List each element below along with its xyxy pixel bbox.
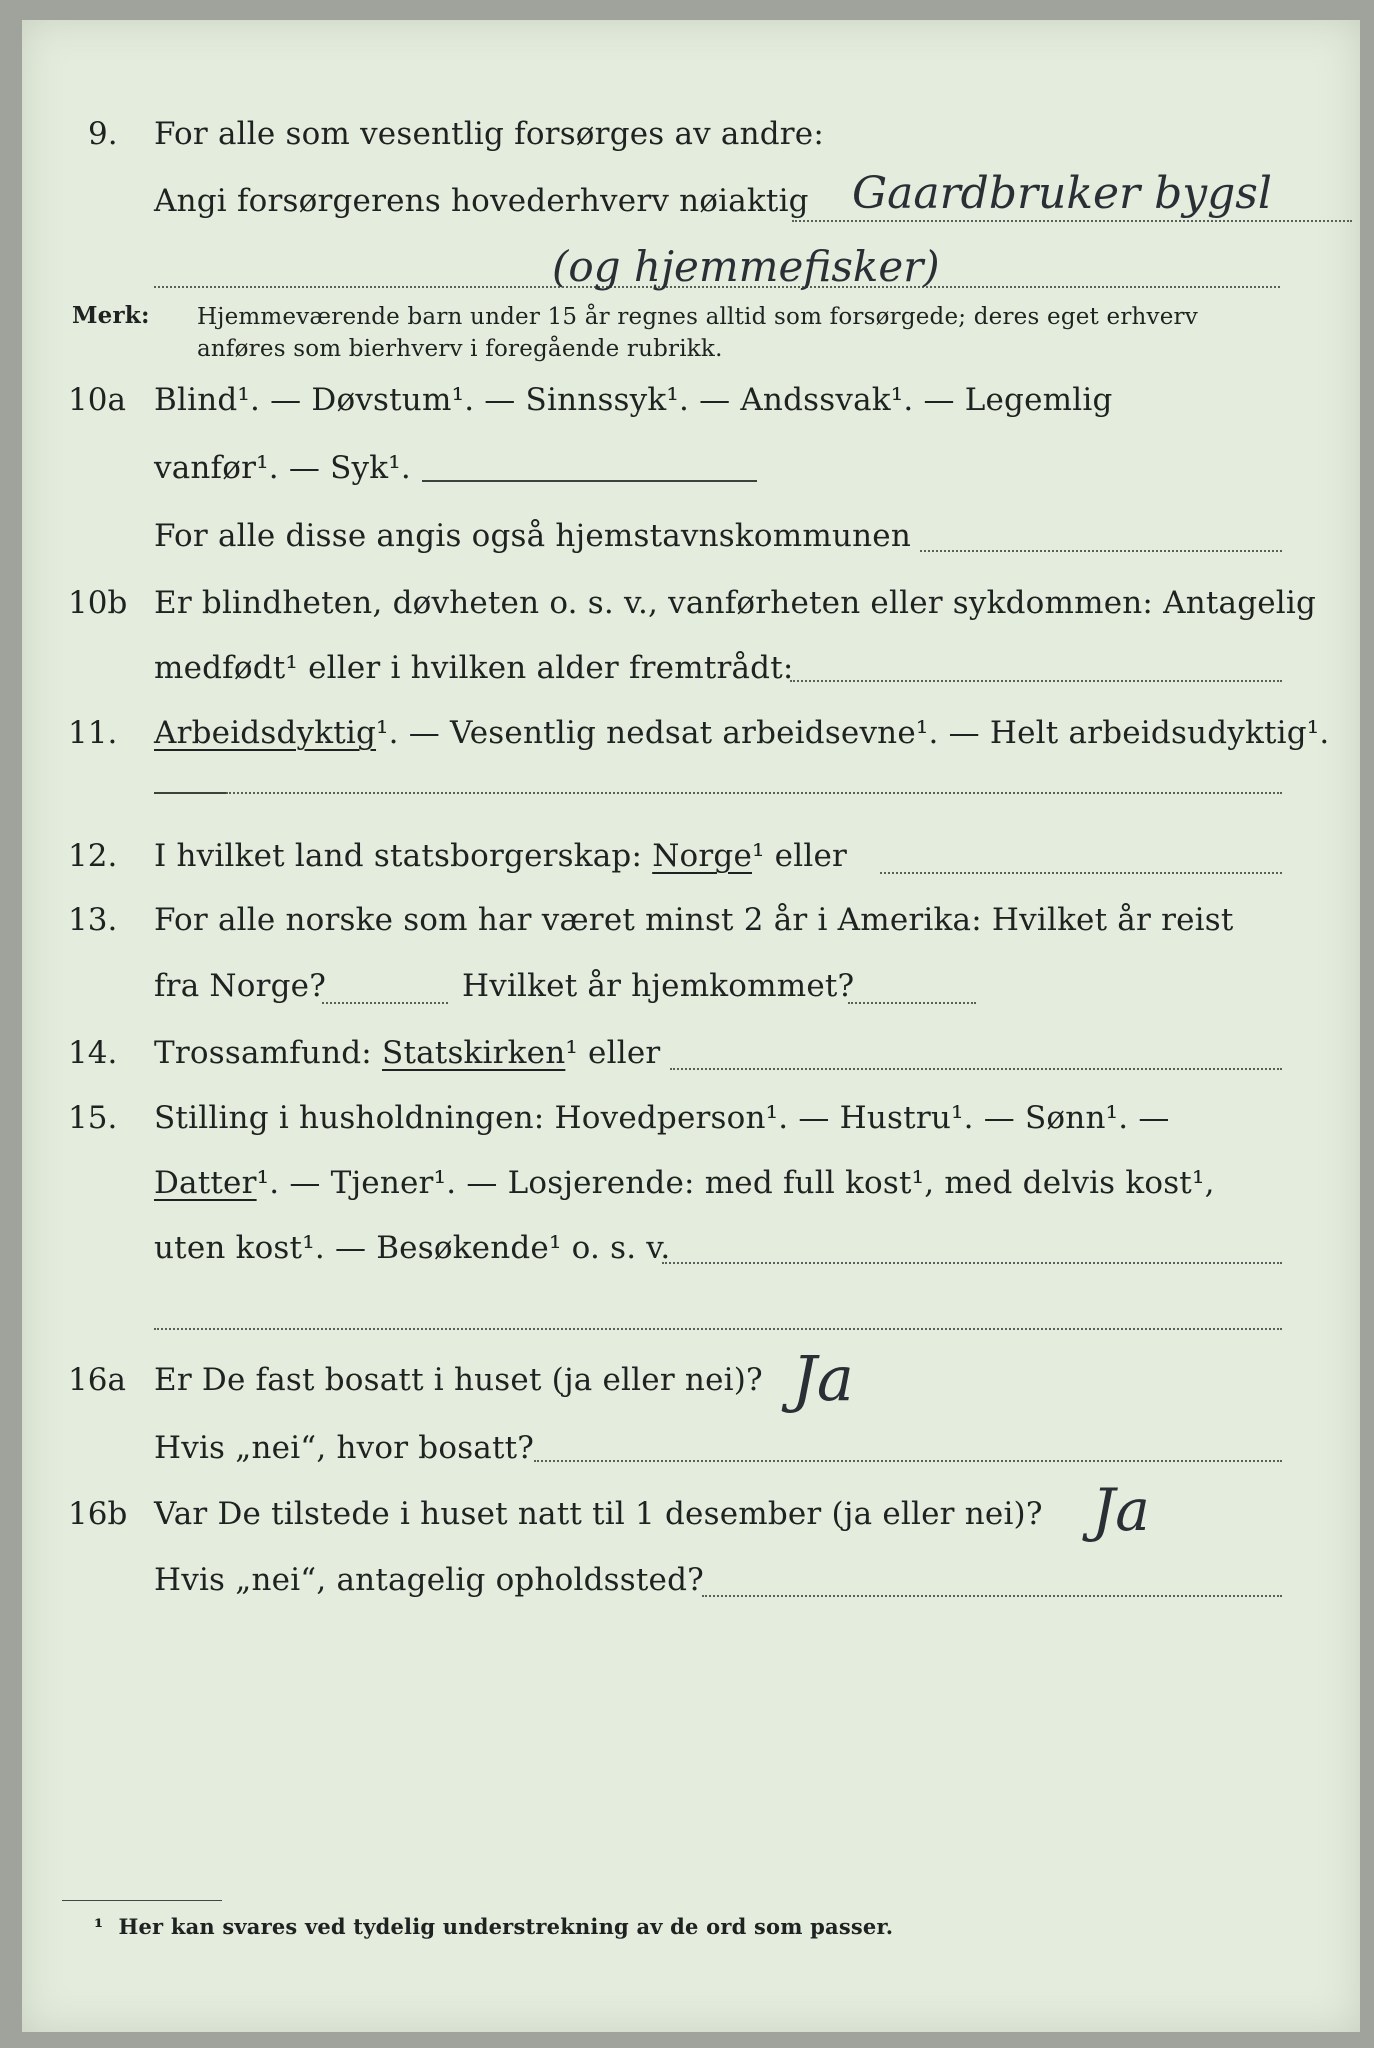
q16a-line2: Hvis „nei“, hvor bosatt? xyxy=(154,1430,535,1466)
q11-answer-solid xyxy=(154,792,226,794)
q16a-answer-line xyxy=(534,1460,1282,1462)
q13-reist-line xyxy=(322,1002,448,1004)
q15-number: 15. xyxy=(68,1100,118,1136)
q16b-line1: Var De tilstede i huset natt til 1 desember (ja eller nei)? xyxy=(154,1496,1043,1532)
q10a-line2: vanfør¹. — Syk¹. xyxy=(154,450,411,486)
q9-answer-line1 xyxy=(792,220,1352,222)
q13-line1: For alle norske som har været minst 2 år i Amerika: Hvilket år reist xyxy=(154,902,1234,938)
q11-rest: ¹. — Vesentlig nedsat arbeidsevne¹. — Helt arbeidsudyktig¹. xyxy=(376,715,1330,751)
q15-line2 xyxy=(154,1165,1215,1201)
q12-label: I hvilket land statsborgerskap: xyxy=(154,838,643,874)
q10b-line1: Er blindheten, døvheten o. s. v., vanførheten eller sykdommen: Antagelig xyxy=(154,585,1317,621)
q11-number: 11. xyxy=(68,715,118,751)
q14-rest: ¹ eller xyxy=(565,1035,661,1071)
q14-line1 xyxy=(154,1035,660,1071)
q10a-hjemstavn-line xyxy=(920,550,1282,552)
q13-number: 13. xyxy=(68,902,118,938)
q11-line1 xyxy=(154,715,1329,751)
q13-hjemkommet-line xyxy=(848,1002,976,1004)
q16b-answer-line xyxy=(702,1595,1282,1597)
q15-extra-line xyxy=(154,1328,1282,1330)
q10a-line1: Blind¹. — Døvstum¹. — Sinnssyk¹. — Andssvak¹. — Legemlig xyxy=(154,382,1113,418)
footnote xyxy=(94,1914,893,1939)
q14-label: Trossamfund: xyxy=(154,1035,372,1071)
q9-handwritten-answer1: Gaardbruker bygsl xyxy=(852,168,1272,219)
q15-line1: Stilling i husholdningen: Hovedperson¹. — Hustru¹. — Sønn¹. — xyxy=(154,1100,1170,1136)
q16b-line2: Hvis „nei“, antagelig opholdssted? xyxy=(154,1562,704,1598)
q15-underlined: Datter xyxy=(154,1165,257,1201)
q15-line3: uten kost¹. — Besøkende¹ o. s. v. xyxy=(154,1230,671,1266)
q16a-line1: Er De fast bosatt i huset (ja eller nei)? xyxy=(154,1362,763,1398)
q12-rest: ¹ eller xyxy=(752,838,848,874)
merk-line2: anføres som bierhverv i foregående rubrikk. xyxy=(197,336,723,362)
q9-handwritten-answer2: (og hjemmefisker) xyxy=(552,242,940,291)
q15-answer-line xyxy=(662,1262,1282,1264)
q12-number: 12. xyxy=(68,838,118,874)
q13-line2a: fra Norge? xyxy=(154,968,327,1004)
q13-line2b: Hvilket år hjemkommet? xyxy=(462,968,855,1004)
q11-underlined: Arbeidsdyktig xyxy=(154,715,377,751)
q12-line1 xyxy=(154,838,847,874)
q10a-line3: For alle disse angis også hjemstavnskommunen xyxy=(154,518,911,554)
footnote-mark: ¹ xyxy=(94,1914,104,1939)
q11-answer-line xyxy=(226,792,1282,794)
q14-answer-line xyxy=(670,1068,1282,1070)
census-form-page xyxy=(22,20,1360,2032)
q14-underlined: Statskirken xyxy=(382,1035,566,1071)
q16b-number: 16b xyxy=(68,1496,128,1532)
q10b-line2: medfødt¹ eller i hvilken alder fremtrådt: xyxy=(154,650,794,686)
q15-line2-rest: ¹. — Tjener¹. — Losjerende: med full kost¹, med delvis kost¹, xyxy=(256,1165,1215,1201)
merk-line1: Hjemmeværende barn under 15 år regnes alltid som forsørgede; deres eget erhverv xyxy=(197,304,1198,330)
q9-number: 9. xyxy=(88,116,118,152)
q14-number: 14. xyxy=(68,1035,118,1071)
q9-line1: For alle som vesentlig forsørges av andre: xyxy=(154,116,824,152)
q10a-syk-line xyxy=(422,480,757,482)
q12-answer-line xyxy=(880,872,1282,874)
q10b-answer-line xyxy=(790,680,1282,682)
q12-underlined: Norge xyxy=(652,838,752,874)
q16b-handwritten-answer: Ja xyxy=(1092,1476,1150,1544)
q9-line2: Angi forsørgerens hovederhverv nøiaktig xyxy=(154,183,809,219)
footnote-text: Her kan svares ved tydelig understrekning av de ord som passer. xyxy=(118,1914,894,1939)
q10b-number: 10b xyxy=(68,585,128,621)
q16a-number: 16a xyxy=(68,1362,126,1398)
q10a-number: 10a xyxy=(68,382,126,418)
merk-label: Merk: xyxy=(72,302,150,329)
footnote-rule xyxy=(62,1900,222,1901)
q16a-handwritten-answer: Ja xyxy=(792,1342,854,1415)
